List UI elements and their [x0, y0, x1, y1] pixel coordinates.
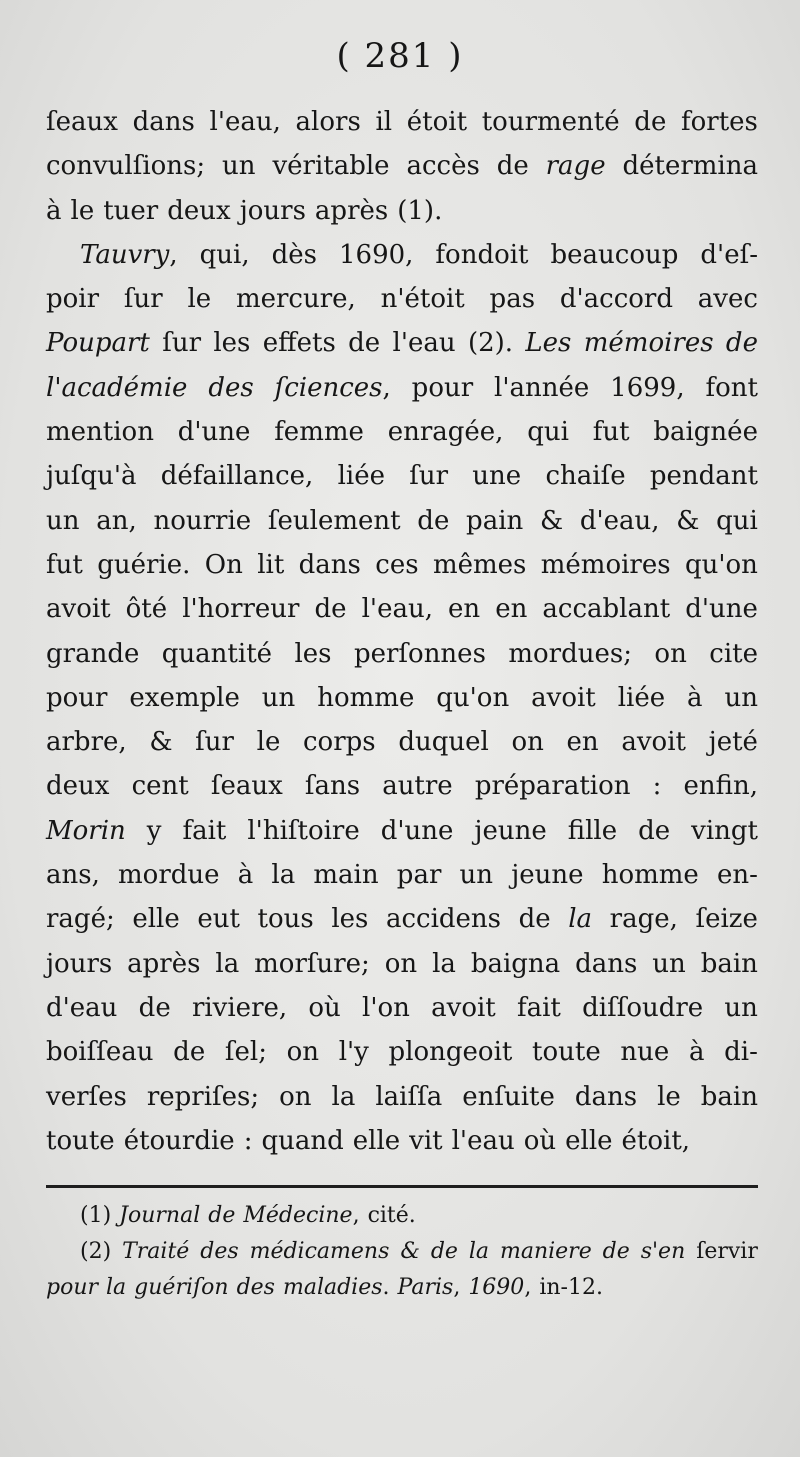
word: & [149, 727, 173, 758]
word: accès [406, 151, 480, 182]
word: verſes [46, 1081, 127, 1112]
word: défaillance, [160, 461, 314, 492]
word: le [256, 727, 281, 758]
word: Morin [46, 815, 126, 846]
word: où [523, 1125, 557, 1156]
word: Journal [119, 1203, 201, 1228]
word: étoit [406, 107, 468, 137]
word: détermina [622, 151, 758, 182]
word: mémoires [540, 549, 671, 580]
word: qu'on [436, 682, 510, 713]
word: enſuite [462, 1081, 555, 1112]
word: bain [700, 948, 758, 979]
word: chaiſe [545, 461, 626, 492]
word: y [146, 815, 162, 846]
text-line [46, 100, 758, 144]
footnote-line [46, 1270, 758, 1306]
word: (2). [467, 328, 514, 359]
word: pas [489, 284, 536, 315]
word: fut [46, 549, 83, 580]
word: nourrie [153, 505, 252, 536]
word: & [676, 505, 700, 536]
word: on [279, 1081, 312, 1112]
text-line [46, 942, 758, 986]
word: an, [96, 505, 137, 536]
text-line [46, 853, 758, 897]
word: ſur [195, 727, 234, 758]
word: Traité [122, 1239, 190, 1264]
word: un [724, 682, 758, 713]
word: où [308, 992, 341, 1023]
text-line [46, 189, 758, 233]
word: ſeaux [210, 771, 283, 802]
word: beaucoup [550, 239, 679, 270]
word: vit [409, 1125, 443, 1156]
text-line [46, 321, 758, 365]
word: des [236, 1275, 275, 1300]
word: on [511, 727, 544, 758]
word: jours [46, 948, 113, 979]
word: plongeoit [388, 1037, 513, 1068]
word: l'hiſtoire [247, 815, 360, 846]
word: pendant [649, 461, 758, 492]
word: diſſoudre [582, 992, 704, 1023]
word: homme [317, 682, 415, 713]
word: par [396, 860, 442, 891]
word: de [430, 1239, 458, 1264]
word: liée [337, 461, 385, 492]
word: font [705, 372, 758, 403]
word: avoit [46, 594, 111, 625]
word: dans [132, 107, 195, 137]
word: 1699, [610, 372, 685, 403]
word: dans [298, 549, 361, 580]
text-line [46, 897, 758, 941]
word: les [294, 638, 332, 669]
word: de [348, 328, 381, 359]
word: qui, [199, 239, 250, 270]
word: in-12. [539, 1275, 603, 1300]
word: jeté [708, 727, 758, 758]
word: fait [516, 992, 561, 1023]
word: dès [271, 239, 317, 270]
word: : [652, 771, 662, 802]
word: Tauvry, [80, 239, 178, 270]
word: tourmenté [481, 107, 620, 137]
word: On [204, 549, 243, 580]
word: le [657, 1081, 681, 1112]
word: quantité [161, 638, 273, 669]
text-line [46, 233, 758, 277]
word: corps [303, 727, 376, 758]
word: enragée, [387, 417, 504, 448]
page-number: ( 281 ) [336, 36, 464, 76]
body-text [46, 100, 758, 1163]
word: un [261, 682, 296, 713]
word: rage, [609, 904, 678, 935]
word: de [518, 904, 551, 935]
word: ſciences, [274, 372, 391, 403]
text-line [46, 764, 758, 808]
word: cent [131, 771, 189, 802]
word: en [448, 594, 481, 625]
word: di- [724, 1037, 758, 1068]
text-line [46, 499, 758, 543]
word: (1). [397, 195, 443, 226]
word: ces [375, 549, 419, 580]
word: tous [257, 904, 314, 935]
text-line [46, 454, 758, 498]
word: toute [46, 1125, 115, 1156]
text-line [46, 366, 758, 410]
word: d'une [685, 594, 758, 625]
word: fille [567, 815, 618, 846]
word: autre [382, 771, 453, 802]
word: en- [716, 860, 758, 891]
word: avec [697, 284, 758, 315]
word: à [687, 682, 703, 713]
word: enfin, [683, 771, 758, 802]
word: elle [132, 904, 180, 935]
word: alors [295, 107, 361, 137]
word: 1690, [468, 1275, 532, 1300]
word: ſeize [695, 904, 758, 935]
word: un [46, 505, 80, 536]
word: fait [182, 815, 227, 846]
word: mercure, [235, 284, 356, 315]
word: cite [709, 638, 758, 669]
word: de [638, 815, 671, 846]
word: ſervir [696, 1239, 758, 1264]
word: lit [257, 549, 285, 580]
word: Poupart [46, 328, 150, 359]
word: l'on [362, 992, 410, 1023]
word: vingt [691, 815, 758, 846]
word: laiſſa [375, 1081, 443, 1112]
word: la [215, 948, 240, 979]
word: d'eau, [579, 505, 660, 536]
word: 1690, [338, 239, 414, 270]
word: pour [46, 1275, 99, 1300]
word: une [472, 461, 522, 492]
word: la [271, 860, 296, 891]
word: l'eau, [361, 594, 433, 625]
word: de [634, 107, 667, 137]
word: (2) [80, 1239, 112, 1264]
word: elle [352, 1125, 401, 1156]
word: ſur [409, 461, 449, 492]
text-line [46, 720, 758, 764]
text-line [46, 632, 758, 676]
word: cité. [367, 1203, 416, 1228]
text-line [46, 144, 758, 188]
word: la [331, 1081, 356, 1112]
footnotes [46, 1198, 758, 1306]
word: il [375, 107, 393, 137]
text-line [46, 277, 758, 321]
word: la [568, 904, 593, 935]
word: pour [411, 372, 474, 403]
word: Paris, [397, 1275, 461, 1300]
word: & [400, 1239, 420, 1264]
footnote-rule [46, 1185, 758, 1188]
word: ſel; [224, 1037, 267, 1068]
word: on [286, 1037, 320, 1068]
word: ſur [123, 284, 163, 315]
word: juſqu'à [46, 461, 137, 492]
word: duquel [398, 727, 489, 758]
word: avoit [531, 682, 596, 713]
word: femme [274, 417, 364, 448]
word: pour [46, 682, 108, 713]
word: fondoit [435, 239, 529, 270]
word: accidens [385, 904, 502, 935]
word: deux [167, 195, 231, 226]
word: maladies. [282, 1275, 390, 1300]
word: effets [262, 328, 336, 359]
text-line [46, 410, 758, 454]
text-line [46, 986, 758, 1030]
word: étourdie [123, 1125, 235, 1156]
word: jeune [474, 815, 547, 846]
word: qui [527, 417, 569, 448]
word: baigna [470, 948, 561, 979]
word: ſeaux [46, 107, 118, 137]
word: quand [261, 1125, 344, 1156]
word: des [200, 1239, 239, 1264]
word: d'eſ- [700, 239, 758, 270]
word: on [384, 948, 418, 979]
word: mêmes [432, 549, 527, 580]
word: de [417, 505, 450, 536]
word: les [213, 328, 251, 359]
word: nue [620, 1037, 670, 1068]
word: de [314, 594, 347, 625]
word: rage [545, 151, 606, 182]
word: dans [574, 1081, 638, 1112]
word: arbre, [46, 727, 127, 758]
word: maniere [499, 1239, 592, 1264]
word: deux [46, 771, 110, 802]
word: n'étoit [380, 284, 465, 315]
footnote-line [46, 1198, 758, 1234]
word: & [539, 505, 564, 536]
word: la [106, 1275, 127, 1300]
word: exemple [129, 682, 240, 713]
word: fut [592, 417, 630, 448]
word: un [652, 948, 686, 979]
text-line [46, 676, 758, 720]
word: on [654, 638, 687, 669]
word: mémoires [583, 328, 714, 359]
word: repriſes; [146, 1081, 260, 1112]
word: qui [716, 505, 758, 536]
word: l'eau, [209, 107, 281, 137]
word: après [314, 195, 389, 226]
word: liée [617, 682, 666, 713]
word: véritable [272, 151, 390, 182]
word: avoit [431, 992, 496, 1023]
word: : [243, 1125, 253, 1156]
word: médicamens [249, 1239, 390, 1264]
word: les [331, 904, 369, 935]
word: l'eau [451, 1125, 515, 1156]
word: ans, [46, 860, 100, 891]
word: riviere, [191, 992, 288, 1023]
word: guérie. [97, 549, 191, 580]
word: main [313, 860, 379, 891]
word: de [725, 328, 758, 359]
word: l'année [494, 372, 590, 403]
word: eut [197, 904, 240, 935]
word: le [70, 195, 95, 226]
word: de [496, 151, 529, 182]
word: préparation [474, 771, 631, 802]
text-line [46, 809, 758, 853]
word: guériſon [134, 1275, 229, 1300]
word: après [127, 948, 201, 979]
word: mordues; [508, 638, 632, 669]
word: Les [525, 328, 572, 359]
word: le [187, 284, 212, 315]
word: l'eau [392, 328, 456, 359]
word: ſans [304, 771, 361, 802]
word: grande [46, 638, 140, 669]
word: en [566, 727, 599, 758]
word: fortes [681, 107, 758, 137]
word: jours [239, 195, 306, 226]
word: l'académie [46, 372, 188, 403]
text-line [46, 543, 758, 587]
word: d'accord [559, 284, 673, 315]
word: convulſions; [46, 151, 206, 182]
word: tuer [103, 195, 159, 226]
word: morſure; [254, 948, 370, 979]
text-line [46, 587, 758, 631]
word: ſur [162, 328, 202, 359]
word: homme [601, 860, 699, 891]
word: boiſſeau [46, 1037, 154, 1068]
word: d'eau [46, 992, 118, 1023]
word: d'une [380, 815, 454, 846]
word: ragé; [46, 904, 115, 935]
word: dans [575, 948, 638, 979]
word: de [173, 1037, 206, 1068]
word: elle [565, 1125, 613, 1156]
word: perſonnes [353, 638, 486, 669]
word: toute [532, 1037, 601, 1068]
footnote-line [46, 1234, 758, 1270]
word: pain [466, 505, 524, 536]
text-line [46, 1119, 758, 1163]
word: accablant [542, 594, 671, 625]
word: à [688, 1037, 705, 1068]
word: mention [46, 417, 154, 448]
text-line [46, 1075, 758, 1119]
word: baignée [653, 417, 758, 448]
word: la [468, 1239, 490, 1264]
word: mordue [118, 860, 220, 891]
word: des [208, 372, 254, 403]
word: bain [700, 1081, 758, 1112]
word: d'une [177, 417, 251, 448]
word: ôté [125, 594, 168, 625]
word: de [138, 992, 171, 1023]
word: à [46, 195, 62, 226]
word: en [495, 594, 528, 625]
word: s'en [640, 1239, 686, 1264]
word: l'y [338, 1037, 369, 1068]
word: un [222, 151, 256, 182]
word: qu'on [684, 549, 758, 580]
word: jeune [511, 860, 584, 891]
word: de [602, 1239, 630, 1264]
word: un [459, 860, 494, 891]
word: l'horreur [182, 594, 300, 625]
word: avoit [621, 727, 686, 758]
word: de [208, 1203, 236, 1228]
text-line [46, 1030, 758, 1074]
word: un [724, 992, 758, 1023]
word: étoit, [621, 1125, 691, 1156]
word: à [237, 860, 254, 891]
word: poir [46, 284, 100, 315]
word: Médecine, [243, 1203, 360, 1228]
word: la [432, 948, 456, 979]
word: ſeulement [267, 505, 401, 536]
word: (1) [80, 1203, 112, 1228]
